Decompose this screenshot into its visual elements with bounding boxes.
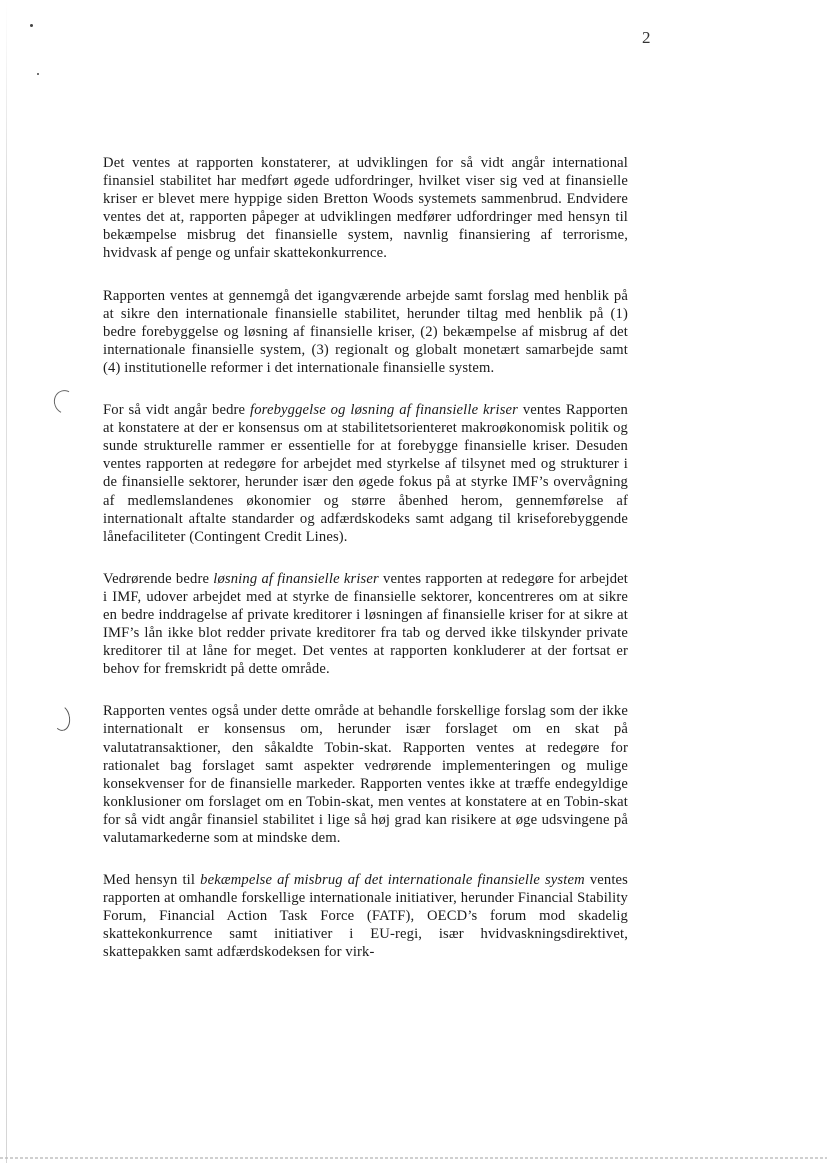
scan-speck	[37, 73, 39, 75]
text-run: Rapporten ventes at gennemgå det igangværende arbejde samt forslag med henblik på at sikre den internationale finansielle stabilitet, herunder tiltag med henblik på (1) bedre forebyggelse og løsning af finansielle kriser, (2) bekæmpelse af misbrug af det internationale finansielle system, (3) regionalt og globalt monetært samarbejde samt (4) institutionelle reformer i det internationale finansielle system.	[103, 287, 628, 376]
punch-hole-mark	[50, 704, 72, 733]
italic-phrase: bekæmpelse af misbrug af det internationale finansielle system	[200, 872, 585, 889]
scan-bottom-edge	[0, 1157, 827, 1159]
text-run: For så vidt angår bedre	[103, 402, 250, 419]
paragraph	[103, 702, 628, 847]
text-run: ventes rapporten at omhandle forskellige internationale initiativer, herunder Financial Stability Forum, Financial Action Task Force (FATF), OECD’s forum mod skadelig skattekonkurrence samt initiativer i EU-regi, især hvidvaskningsdirektivet, skattepakken samt adfærdskodeksen for virk-	[103, 872, 628, 961]
paragraph	[103, 401, 628, 546]
scan-speck	[30, 24, 33, 27]
text-run: Vedrørende bedre	[103, 570, 214, 587]
text-run: ventes rapporten at redegøre for arbejdet i IMF, udover arbejdet med at styrke de finansielle sektorer, koncentreres om at sikre en bedre inddragelse af private kreditorer i løsningen af finansielle kriser for at sikre at IMF’s lån ikke blot redder private kreditorer fra tab og derved ikke tilskynder private kreditorer til at låne for meget. Det ventes at rapporten konkluderer at der fortsat er behov for fremskridt på dette område.	[103, 570, 629, 678]
punch-hole-mark	[51, 387, 80, 417]
italic-phrase: forebyggelse og løsning af finansielle kriser	[250, 402, 518, 419]
text-run: Det ventes at rapporten konstaterer, at udviklingen for så vidt angår international finansiel stabilitet har medført øgede udfordringer, hvilket viser sig ved at finansielle kriser er blevet mere hyppige siden Bretton Woods systemets sammenbrud. Endvidere ventes det at, rapporten påpeger at udviklingen medfører udfordringer med hensyn til bekæmpelse misbrug det finansielle system, navnlig finansiering af terrorisme, hvidvask af penge og unfair skattekonkurrence.	[103, 155, 628, 262]
document-body	[103, 154, 628, 986]
paragraph	[103, 287, 628, 377]
page-number: 2	[642, 28, 651, 47]
paragraph	[103, 871, 628, 961]
text-run: Med hensyn til	[103, 872, 201, 889]
paragraph	[103, 154, 628, 263]
paragraph	[103, 570, 628, 679]
text-run: Rapporten ventes også under dette område at behandle forskellige forslag som der ikke internationalt er konsensus om, herunder især forslaget om en skat på valutatransaktioner, den såkaldte Tobin-skat. Rapporten ventes at redegøre for rationalet bag forslaget samt aspekter vedrørende implementeringen og mulige konsekvenser for de finansielle markeder. Rapporten ventes ikke at træffe endegyldige konklusioner om forslaget om en Tobin-skat, men ventes at konstatere at en Tobin-skat for så vidt angår finansiel stabilitet i lige så høj grad kan risikere at øge udsvingene på valutamarkederne som at mindske dem.	[103, 703, 628, 846]
text-run: ventes Rapporten at konstatere at der er konsensus om at stabilitetsorienteret makroøkonomisk politik og sunde strukturelle rammer er essentielle for at forebygge finansielle kriser. Desuden ventes rapporten at redegøre for arbejdet med styrkelse af tilsynet med og strukturer i de finansielle sektorer, herunder især den øgede fokus på at styrke IMF’s overvågning af medlemslandenes økonomier og større åbenhed herom, gennemførelse af internationalt aftalte standarder og adfærdskodeks samt adgang til kriseforebyggende lånefaciliteter (Contingent Credit Lines).	[103, 402, 628, 545]
italic-phrase: løsning af finansielle kriser	[213, 570, 379, 587]
scan-left-edge	[6, 0, 7, 1163]
